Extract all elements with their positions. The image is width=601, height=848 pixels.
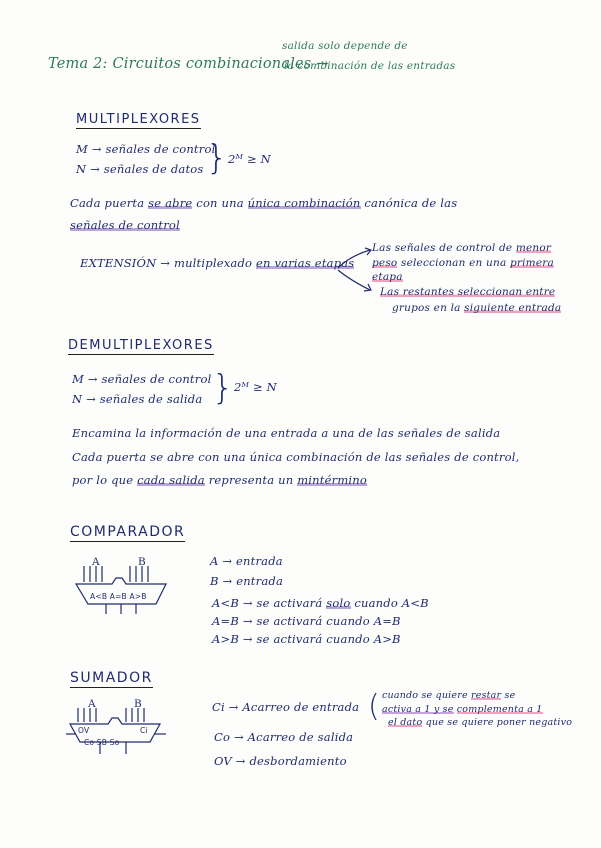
mux-heading — [76, 112, 201, 127]
comparador-line-gt: A>B → se activará cuando A>B — [212, 632, 401, 646]
mux-desc-1b: se abre — [148, 196, 193, 210]
mux-ext-bot-1: Las restantes seleccionan entre — [380, 286, 556, 298]
mux-brace-icon: } — [206, 138, 228, 178]
sumador-note-3a: el dato — [388, 717, 423, 728]
demux-formula: 2ᴹ ≥ N — [234, 380, 277, 394]
demux-heading-text: DEMULTIPLEXORES — [68, 338, 214, 353]
sumador-heading — [70, 670, 153, 686]
page-title: Tema 2: Circuitos combinacionales → — [48, 56, 329, 72]
mux-ext-b: en varias etapas — [256, 256, 355, 270]
mux-heading-text: MULTIPLEXORES — [76, 112, 201, 127]
mux-desc-1a: Cada puerta — [70, 196, 145, 210]
demux-output-line: N → señales de salida — [72, 392, 203, 406]
comparador-line-eq: A=B → se activará cuando A=B — [212, 614, 401, 628]
sumador-note-2b: complementa a 1 — [456, 704, 543, 715]
sumador-note-1a: cuando se quiere — [382, 690, 468, 701]
sumador-diagram-ov: OV — [78, 726, 90, 735]
sumador-note-paren-icon: ( — [368, 689, 380, 724]
demux-brace-icon: } — [212, 368, 234, 408]
demux-desc-line1: Encamina la información de una entrada a una de las señales de salida — [72, 426, 501, 440]
comparador-lt-b: solo — [326, 596, 351, 610]
comparador-lt-a: A<B → se activará — [212, 596, 323, 610]
mux-ext-top-line2 — [372, 257, 554, 269]
mux-ext-top-3: etapa — [372, 271, 403, 283]
title-note-line1: salida solo depende de — [282, 40, 408, 52]
mux-desc-line2 — [70, 218, 180, 232]
demux-desc-line2: Cada puerta se abre con una única combinación de las señales de control, — [72, 450, 520, 464]
mux-ext-top-2a: peso — [372, 257, 398, 269]
sumador-line-ci: Ci → Acarreo de entrada — [212, 700, 360, 714]
mux-desc-2: señales de control — [70, 218, 180, 232]
mux-ext-a: EXTENSIÓN → multiplexado — [80, 256, 253, 270]
comparador-diagram-a: A — [92, 556, 100, 568]
mux-ext-top-1b: menor — [515, 242, 552, 254]
comparador-line-lt — [212, 596, 429, 610]
mux-ext-top-1a: Las señales de control de — [372, 242, 513, 254]
mux-desc-1d: única combinación — [247, 196, 361, 210]
demux-control-line: M → señales de control — [72, 372, 212, 386]
mux-data-line: N → señales de datos — [76, 162, 204, 176]
demux-desc-3a: por lo que — [72, 473, 134, 487]
mux-ext-top-line1 — [372, 242, 551, 254]
demux-desc-3c: representa un — [208, 473, 294, 487]
sumador-diagram-bottom: Co SB So — [84, 738, 120, 747]
comparador-diagram-outputs: A<B A=B A>B — [90, 592, 147, 601]
demux-desc-3b: cada salida — [137, 473, 205, 487]
mux-ext-top-line3 — [372, 271, 403, 283]
mux-extension-arrows-icon — [336, 246, 376, 306]
demux-desc-3d: mintérmino — [297, 473, 368, 487]
mux-ext-bot-2b: siguiente entrada — [464, 302, 562, 314]
sumador-diagram-a: A — [88, 698, 96, 710]
sumador-line-co: Co → Acarreo de salida — [214, 730, 354, 744]
demux-desc-line3 — [72, 473, 367, 487]
mux-desc-1e: canónica de las — [364, 196, 458, 210]
mux-ext-top-2c: primera — [509, 257, 554, 269]
mux-ext-bot-2a: grupos en la — [392, 302, 461, 314]
mux-desc-line1 — [70, 196, 457, 210]
mux-control-line: M → señales de control — [76, 142, 216, 156]
title-note-line2: la combinación de las entradas — [284, 60, 456, 72]
demux-heading — [68, 338, 214, 353]
sumador-note-line2 — [382, 704, 543, 715]
mux-extension — [80, 256, 354, 270]
sumador-heading-text: SUMADOR — [70, 670, 153, 686]
comparador-line-b: B → entrada — [210, 574, 284, 588]
sumador-diagram-ci: Ci — [140, 726, 148, 735]
comparador-heading-text: COMPARADOR — [70, 524, 186, 540]
mux-ext-bottom-line2 — [392, 302, 561, 314]
sumador-note-3b: que se quiere poner negativo — [425, 717, 573, 728]
mux-desc-1c: con una — [196, 196, 244, 210]
mux-formula: 2ᴹ ≥ N — [228, 152, 271, 166]
sumador-diagram-b: B — [134, 698, 142, 710]
sumador-line-ov: OV → desbordamiento — [214, 754, 347, 768]
comparador-line-a: A → entrada — [210, 554, 283, 568]
mux-ext-bottom-line1 — [380, 286, 555, 298]
sumador-note-2a: activa a 1 y se — [382, 704, 454, 715]
mux-ext-top-2b: seleccionan en una — [401, 257, 507, 269]
comparador-lt-c: cuando A<B — [354, 596, 429, 610]
comparador-heading — [70, 524, 185, 540]
sumador-note-1b: restar — [471, 690, 502, 701]
sumador-note-line3 — [388, 717, 572, 728]
comparador-diagram-b: B — [138, 556, 146, 568]
sumador-note-1c: se — [504, 690, 516, 701]
sumador-note-line1 — [382, 690, 515, 701]
